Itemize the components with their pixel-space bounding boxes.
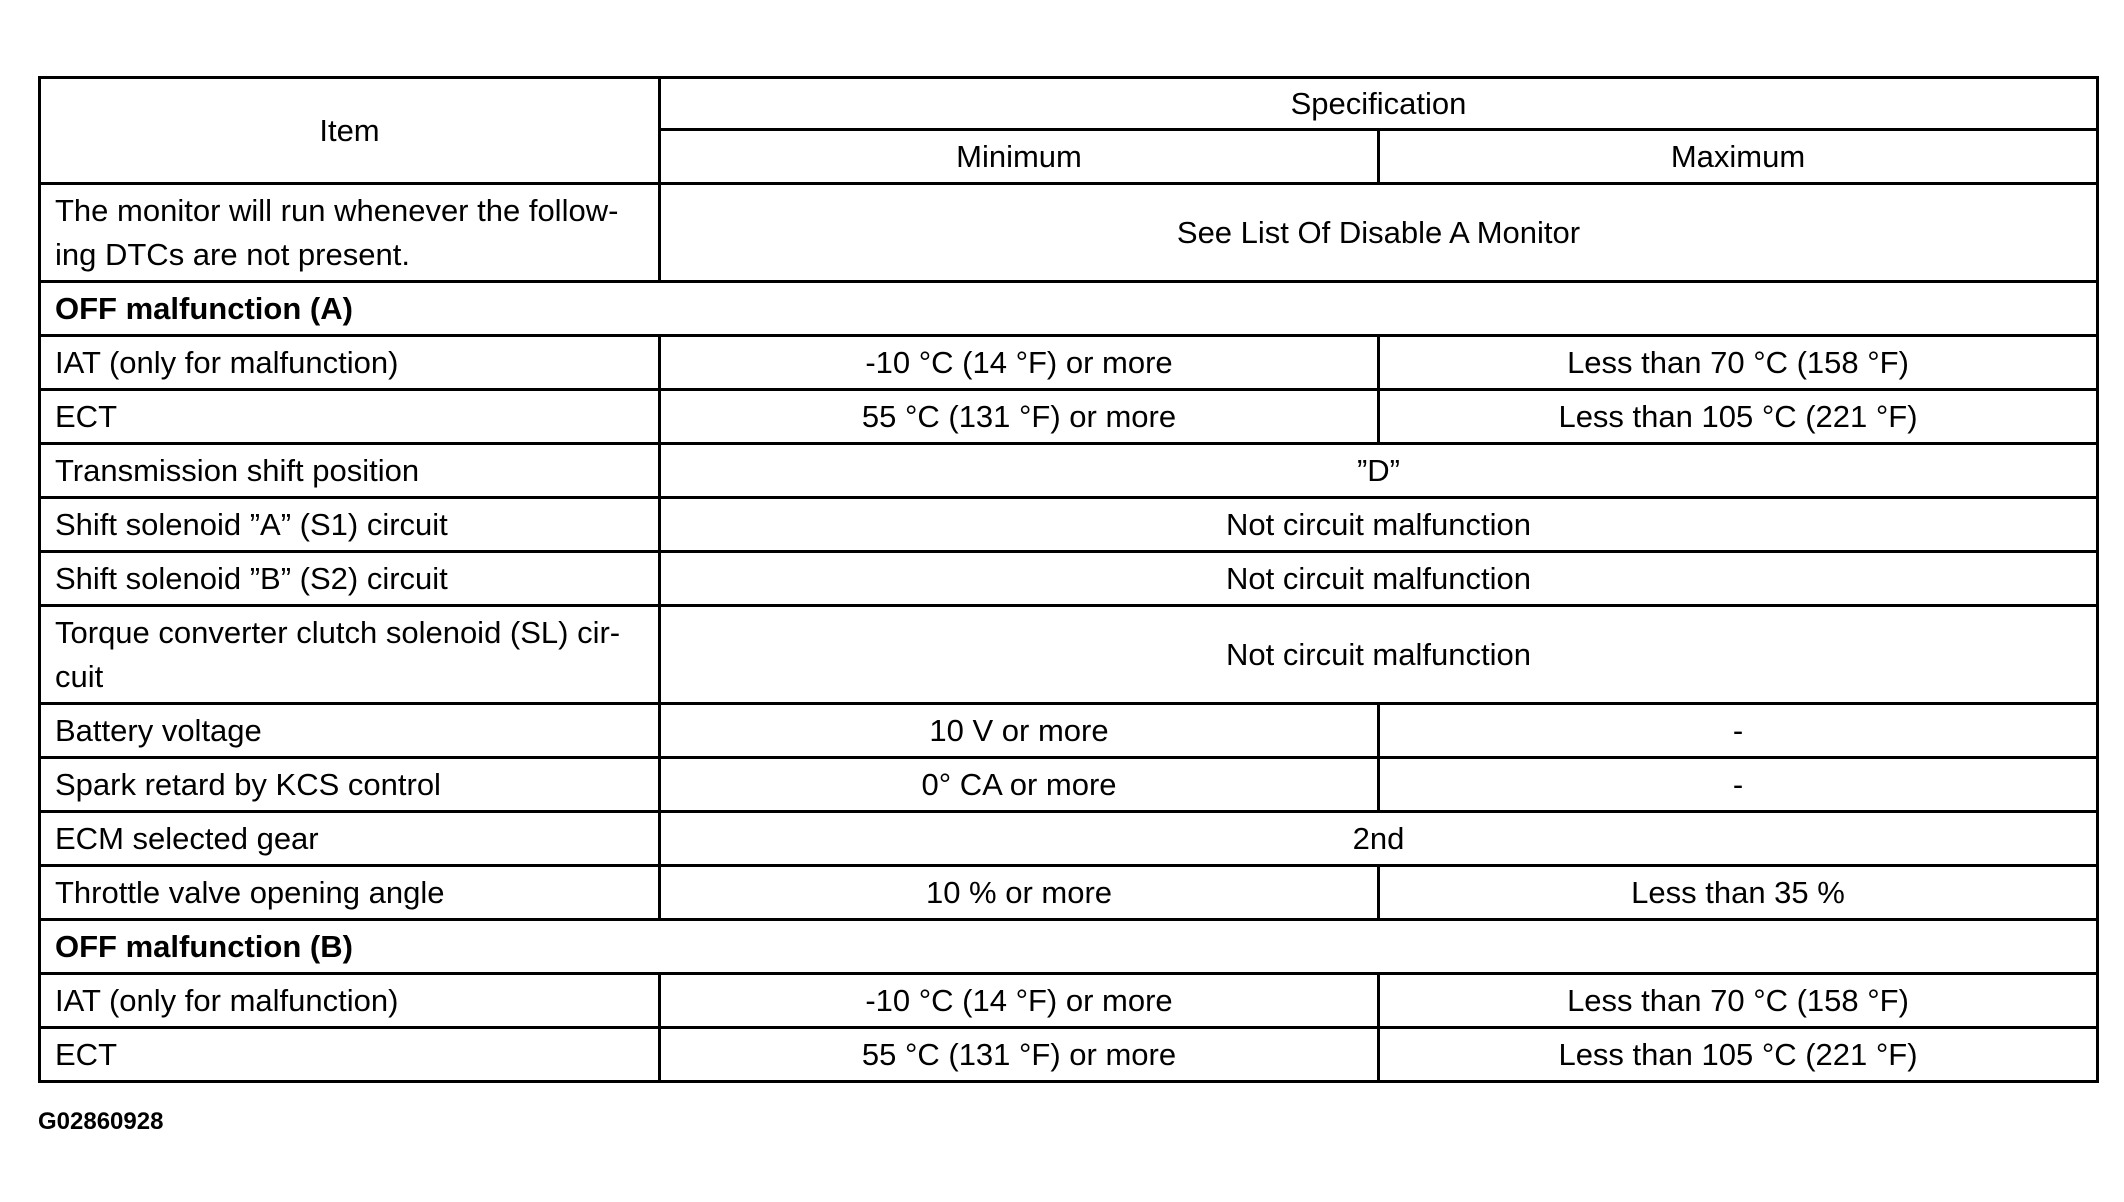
section-row — [40, 282, 2098, 336]
row-item: Shift solenoid ”A” (S1) circuit — [40, 498, 660, 552]
specification-table — [38, 76, 2099, 1083]
row-item: IAT (only for malfunction) — [40, 336, 660, 390]
row-item: ECT — [40, 1028, 660, 1082]
row-min: 55 °C (131 °F) or more — [660, 1028, 1379, 1082]
row-max: - — [1379, 704, 2098, 758]
table-row — [40, 1028, 2098, 1082]
row-item: ECM selected gear — [40, 812, 660, 866]
header-row-top — [40, 78, 2098, 130]
row-item: Torque converter clutch solenoid (SL) cir-cuit — [40, 606, 660, 704]
row-max: Less than 35 % — [1379, 866, 2098, 920]
row-max: - — [1379, 758, 2098, 812]
row-value: Not circuit malfunction — [660, 552, 2098, 606]
figure-code: G02860928 — [38, 1108, 164, 1135]
table-row — [40, 812, 2098, 866]
row-value: ”D” — [660, 444, 2098, 498]
row-item: IAT (only for malfunction) — [40, 974, 660, 1028]
row-item: Shift solenoid ”B” (S2) circuit — [40, 552, 660, 606]
row-value: 2nd — [660, 812, 2098, 866]
row-value: Not circuit malfunction — [660, 498, 2098, 552]
table-row — [40, 866, 2098, 920]
row-min: -10 °C (14 °F) or more — [660, 974, 1379, 1028]
row-max: Less than 70 °C (158 °F) — [1379, 336, 2098, 390]
row-min: -10 °C (14 °F) or more — [660, 336, 1379, 390]
table-row — [40, 758, 2098, 812]
table-row — [40, 336, 2098, 390]
row-min: 10 V or more — [660, 704, 1379, 758]
table-row — [40, 184, 2098, 282]
row-min: 10 % or more — [660, 866, 1379, 920]
row-item: Spark retard by KCS control — [40, 758, 660, 812]
row-item: Transmission shift position — [40, 444, 660, 498]
header-item: Item — [40, 78, 660, 184]
row-item: ECT — [40, 390, 660, 444]
section-row — [40, 920, 2098, 974]
row-item: Battery voltage — [40, 704, 660, 758]
section-label: OFF malfunction (B) — [40, 920, 2098, 974]
table-row — [40, 390, 2098, 444]
row-value: See List Of Disable A Monitor — [660, 184, 2098, 282]
table-row — [40, 974, 2098, 1028]
row-max: Less than 105 °C (221 °F) — [1379, 390, 2098, 444]
table-row — [40, 552, 2098, 606]
row-min: 55 °C (131 °F) or more — [660, 390, 1379, 444]
section-label: OFF malfunction (A) — [40, 282, 2098, 336]
header-minimum: Minimum — [660, 130, 1379, 184]
table-row — [40, 704, 2098, 758]
table-row — [40, 498, 2098, 552]
row-value: Not circuit malfunction — [660, 606, 2098, 704]
row-min: 0° CA or more — [660, 758, 1379, 812]
header-specification: Specification — [660, 78, 2098, 130]
row-item: The monitor will run whenever the follow-ing DTCs are not present. — [40, 184, 660, 282]
row-item: Throttle valve opening angle — [40, 866, 660, 920]
row-max: Less than 105 °C (221 °F) — [1379, 1028, 2098, 1082]
table-row — [40, 606, 2098, 704]
row-max: Less than 70 °C (158 °F) — [1379, 974, 2098, 1028]
table-row — [40, 444, 2098, 498]
header-maximum: Maximum — [1379, 130, 2098, 184]
